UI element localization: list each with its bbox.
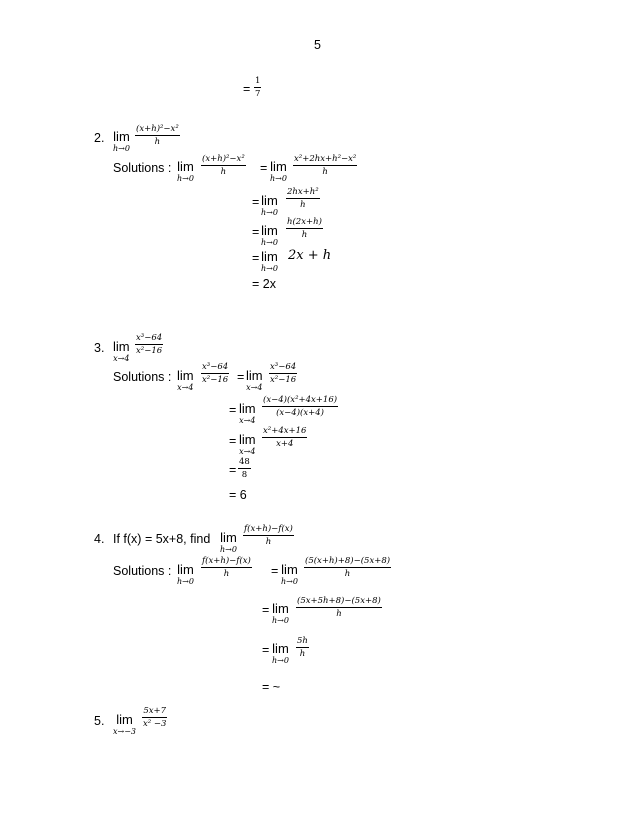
- problem-4-fraction: f(x+h)−f(x) h: [244, 524, 293, 547]
- limit-operator: lim h→0: [261, 193, 278, 217]
- equals-sign: =: [252, 251, 260, 265]
- limit-operator: lim h→0: [270, 159, 287, 183]
- limit-operator: lim h→0: [261, 249, 278, 273]
- solution-3-step-1b-fraction: x³−64 x²−16: [270, 362, 297, 385]
- solution-3-result: = 6: [229, 488, 247, 502]
- limit-operator: lim h→0: [220, 530, 237, 554]
- problem-4-number: 4.: [94, 532, 105, 546]
- solution-2-step-1-fraction: (x+h)²−x² h: [202, 154, 245, 177]
- equals-sign: =: [229, 403, 237, 417]
- limit-operator: lim h→0: [177, 159, 194, 183]
- problem-5-number: 5.: [94, 714, 105, 728]
- solution-3-step-1-fraction: x³−64 x²−16: [202, 362, 229, 385]
- solution-2-step-5-expression: 2x + h: [288, 248, 332, 263]
- limit-operator: lim x→−3: [113, 712, 137, 736]
- limit-operator: lim x→4: [239, 432, 256, 456]
- solution-4-step-2-fraction: (5(x+h)+8)−(5x+8) h: [305, 556, 391, 579]
- equals-sign: =: [271, 564, 279, 578]
- limit-operator: lim x→4: [246, 368, 263, 392]
- limit-operator: lim h→0: [272, 601, 289, 625]
- problem-2-fraction: (x+h)²−x² h: [136, 124, 179, 147]
- equals-sign: =: [243, 82, 251, 96]
- equals-sign: =: [229, 463, 237, 477]
- fraction-denominator: 7: [255, 89, 261, 99]
- page-number: 5: [314, 38, 321, 52]
- solution-4-step-3-fraction: (5x+5h+8)−(5x+8) h: [297, 596, 381, 619]
- solution-2-step-4-fraction: h(2x+h) h: [287, 217, 322, 240]
- limit-operator: lim h→0: [113, 129, 130, 153]
- equals-sign: =: [262, 643, 270, 657]
- limit-operator: lim h→0: [261, 223, 278, 247]
- solution-2-result: = 2x: [252, 277, 276, 291]
- solutions-label: Solutions :: [113, 564, 172, 578]
- equals-sign: =: [260, 161, 268, 175]
- solution-3-step-3-fraction: x²+4x+16 x+4: [263, 426, 307, 449]
- problem-4-prompt: If f(x) = 5x+8, find: [113, 532, 211, 546]
- problem-2-number: 2.: [94, 131, 105, 145]
- equals-sign: =: [252, 225, 260, 239]
- equals-sign: =: [262, 603, 270, 617]
- limit-operator: lim x→4: [177, 368, 194, 392]
- solution-2-step-3-fraction: 2hx+h² h: [287, 187, 319, 210]
- solution-3-step-2-fraction: (x−4)(x²+4x+16) (x−4)(x+4): [263, 395, 338, 418]
- solution-4-result: = ~: [262, 680, 281, 694]
- problem-3-number: 3.: [94, 341, 105, 355]
- limit-operator: lim x→4: [239, 401, 256, 425]
- equals-sign: =: [229, 434, 237, 448]
- solutions-label: Solutions :: [113, 370, 172, 384]
- solution-4-step-1-fraction: f(x+h)−f(x) h: [202, 556, 251, 579]
- solutions-label: Solutions :: [113, 161, 172, 175]
- solution-4-step-4-fraction: 5h h: [297, 636, 308, 659]
- limit-operator: lim h→0: [177, 562, 194, 586]
- equals-sign: =: [237, 370, 245, 384]
- limit-operator: lim h→0: [272, 641, 289, 665]
- problem-5-fraction: 5x+7 x² −3: [143, 706, 167, 729]
- limit-operator: lim h→0: [281, 562, 298, 586]
- fraction-one-seventh: [254, 76, 261, 99]
- fraction-numerator: 1: [255, 76, 261, 86]
- limit-operator: lim x→4: [113, 339, 130, 363]
- solution-3-step-4-fraction: 48 8: [239, 457, 250, 480]
- equals-sign: =: [252, 195, 260, 209]
- problem-3-fraction: x³−64 x²−16: [136, 333, 163, 356]
- solution-2-step-2-fraction: x²+2hx+h²−x² h: [294, 154, 357, 177]
